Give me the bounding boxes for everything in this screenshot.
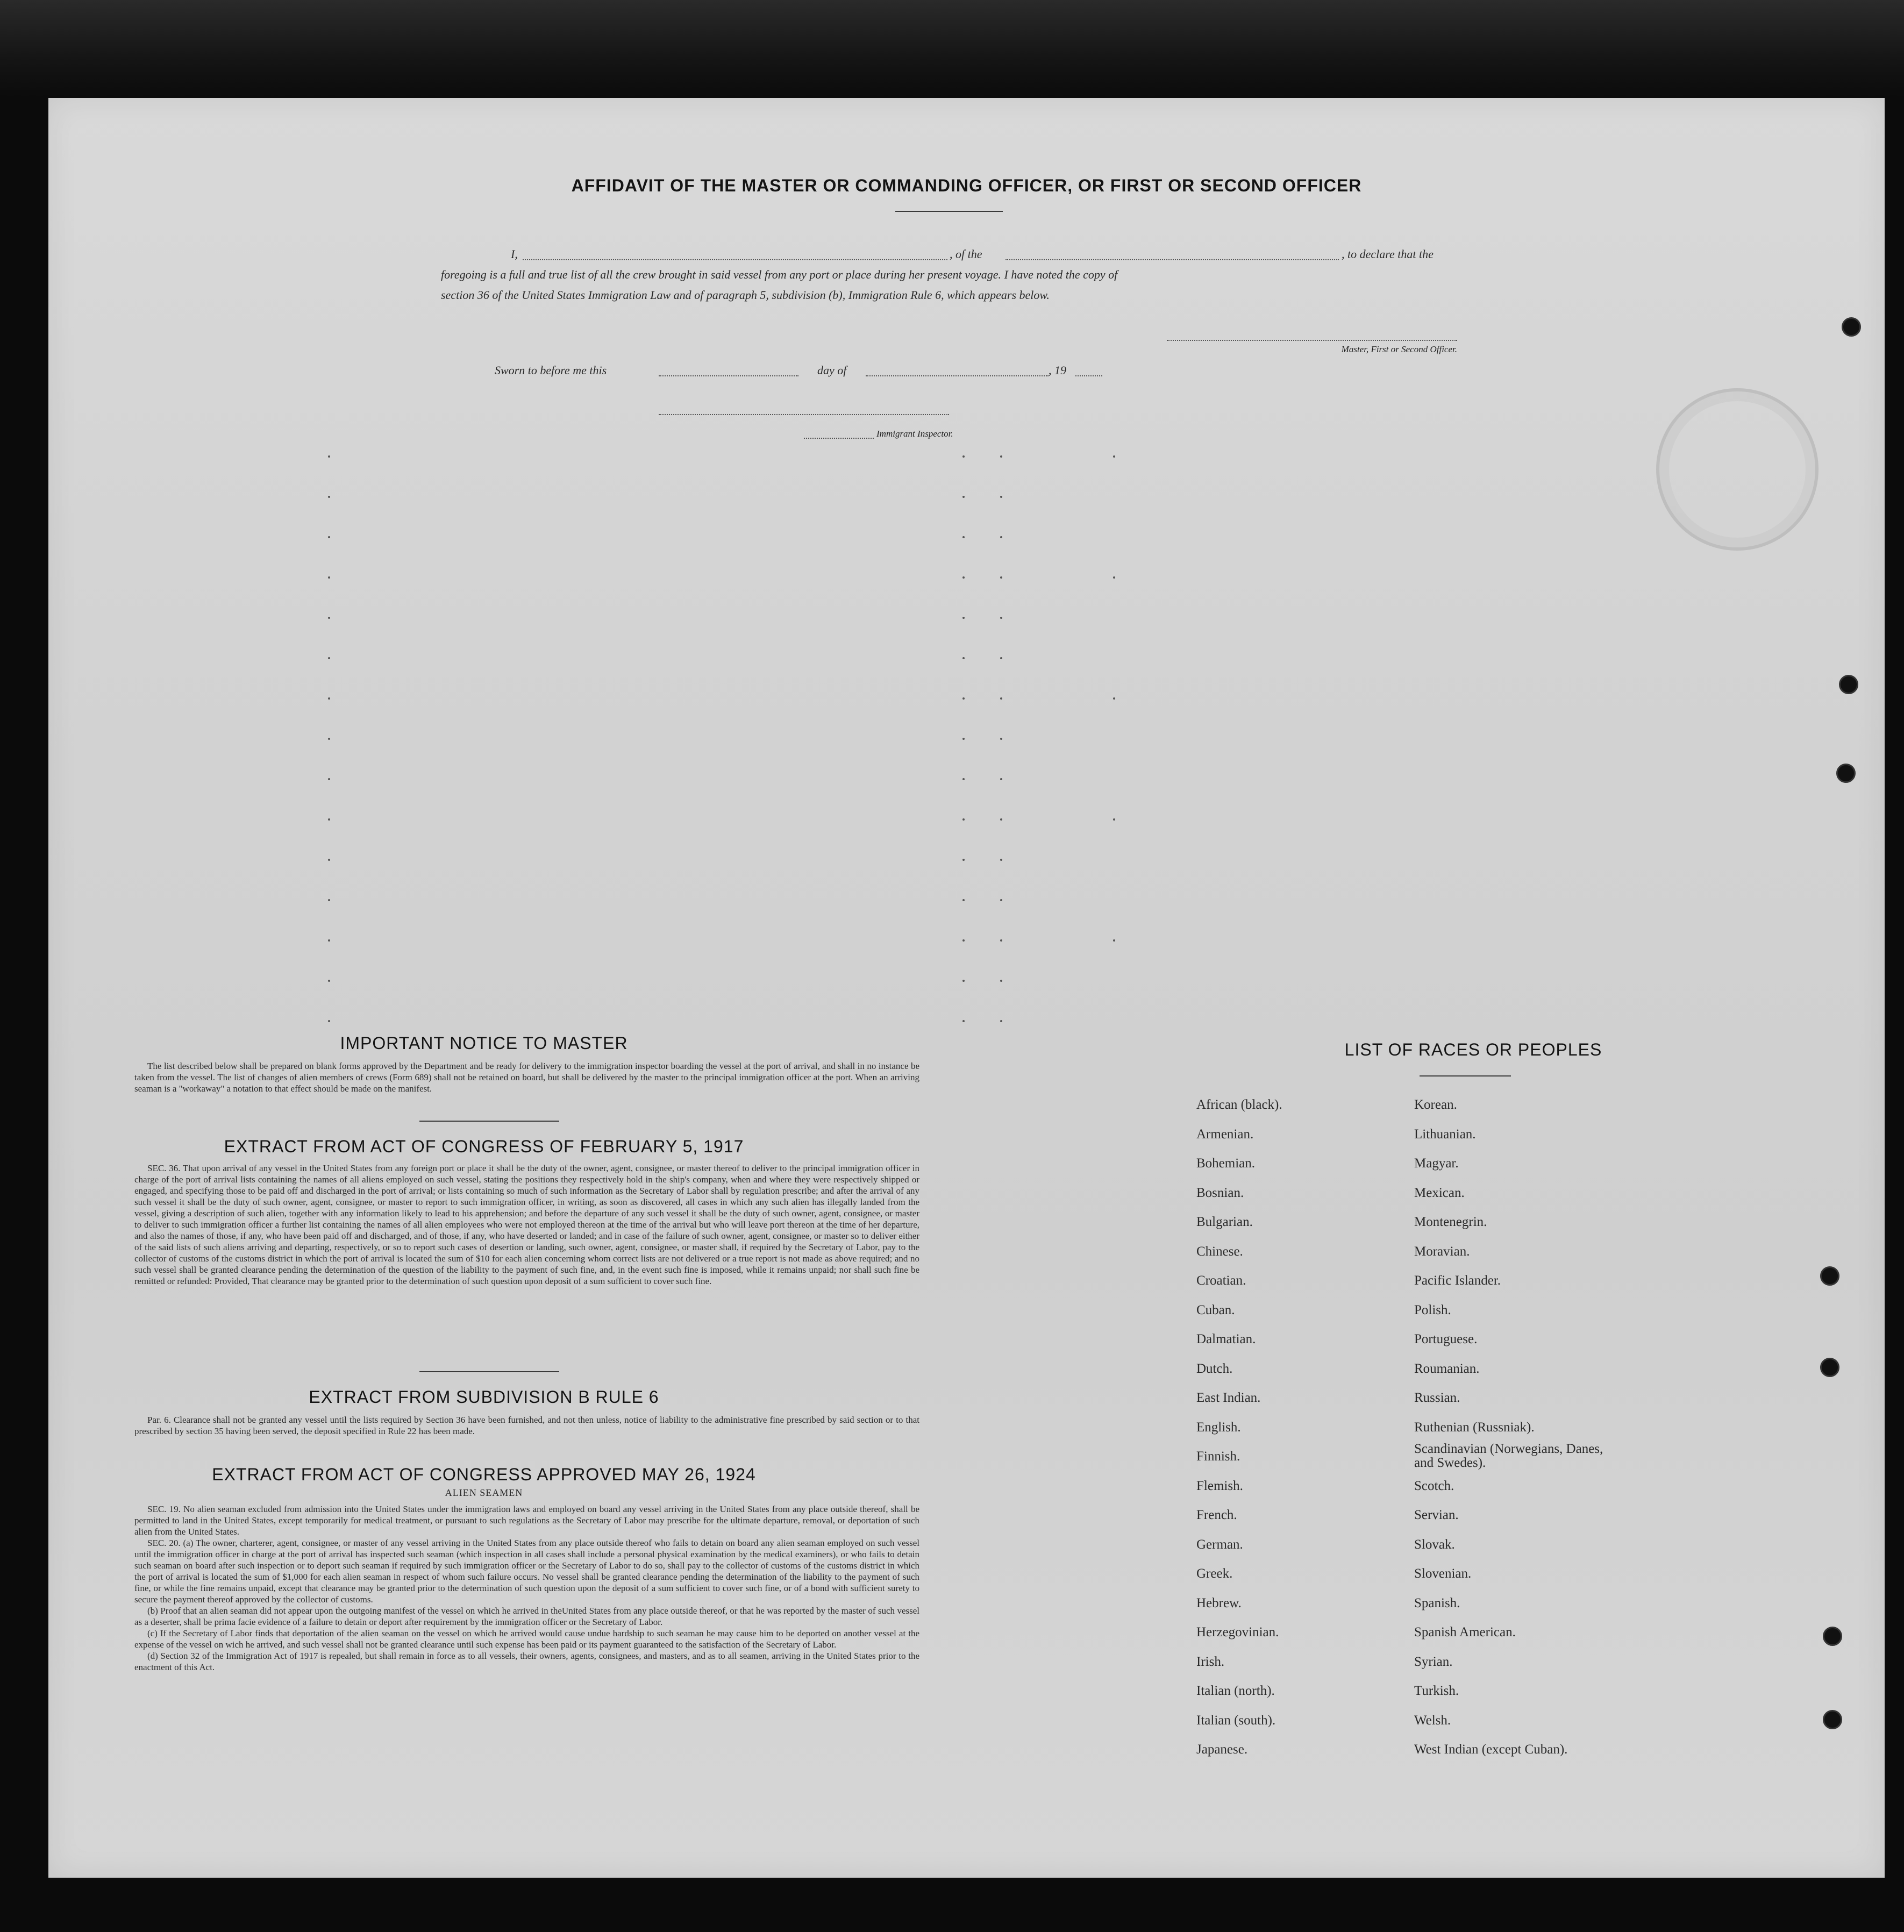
extract-1917-text	[134, 1163, 919, 1287]
race-item: Montenegrin.	[1414, 1215, 1487, 1229]
inspector-label: Immigrant Inspector.	[876, 429, 953, 439]
binder-hole	[1820, 1358, 1839, 1377]
race-item: Lithuanian.	[1414, 1127, 1476, 1142]
act-1924-sec-20b: (b) Proof that an alien seaman did not appear upon the outgoing manifest of the vessel on which he arrived in theUnited States from any place outside thereof, or that he was reported by the master of such vessel as a deserter, shall be prima facie evidence of a failure to detain or deport after requirement by the immigration officer or the Secretary of Labor.	[134, 1606, 919, 1627]
guide-dot	[962, 536, 965, 538]
guide-dot	[962, 496, 965, 498]
master-signature-field[interactable]	[1167, 340, 1457, 341]
race-item: Moravian.	[1414, 1244, 1470, 1259]
binder-hole	[1820, 1266, 1839, 1286]
extract-1917-paragraph: SEC. 36. That upon arrival of any vessel in the United States from any foreign port or place it shall be the duty of the owner, agent, consignee, or master thereof to deliver to the principal immigration officer in charge of the port of arrival lists containing the names of all aliens employed on such vessel, stating the positions they respectively hold in the ship's company, when and where they were respectively shipped or engaged, and specifying those to be paid off and discharged in the port of arrival; or lists containing so much of such information as the Secretary of Labor shall by regulation prescribe; and after the arrival of any such vessel it shall be the duty of such owner, agent, consignee, or master to report to such immigration officer, in writing, as soon as discovered, all cases in which any such alien has illegally landed from the vessel, giving a description of such alien, together with any information likely to lead to his apprehension; and before the departure of any such vessel it shall be the duty of such owner, agent, consignee, or master to deliver to such immigration officer a further list containing the names of all alien employees who were not employed thereon at the time of the arrival but who will leave port thereon at the time of her departure, and also the names of those, if any, who have been paid off and discharged, and of those, if any, who have deserted or landed; and in case of the failure of such owner, agent, consignee, or master so to deliver either of the said lists of such aliens arriving and departing, respectively, or so to report such cases of desertion or landing, such owner, agent, consignee, or master shall, if required by the Secretary of Labor, pay to the collector of customs of the customs district in which the port of arrival is located the sum of $10 for each alien concerning whom correct lists are not delivered or a true report is not made as above required; and no such vessel shall be granted clearance pending the determination of the question of the liability to the payment of such fine, and, in the event such fine is imposed, while it remains unpaid; nor shall such fine be remitted or refunded: Provided, That clearance may be granted prior to the determination of such question upon deposit of a sum sufficient to cover such fine.	[134, 1163, 919, 1286]
race-item: German.	[1196, 1537, 1243, 1552]
act-1924-text	[134, 1503, 919, 1673]
act-1924-subtitle: ALIEN SEAMEN	[445, 1487, 523, 1498]
affidavit-title: AFFIDAVIT OF THE MASTER OR COMMANDING OFFICER, OR FIRST OR SECOND OFFICER	[571, 176, 1362, 195]
guide-dot	[1113, 939, 1115, 942]
race-item: Ruthenian (Russniak).	[1414, 1420, 1535, 1435]
guide-dot	[328, 778, 330, 780]
race-item: Finnish.	[1196, 1449, 1240, 1464]
race-item: Spanish.	[1414, 1595, 1460, 1610]
extract-1917-title: EXTRACT FROM ACT OF CONGRESS OF FEBRUARY 5, 1917	[224, 1137, 744, 1156]
race-item: Herzegovinian.	[1196, 1625, 1279, 1639]
rule-6-text	[134, 1414, 919, 1437]
guide-dot	[1000, 536, 1002, 538]
sworn-prefix: Sworn to before me this	[495, 363, 607, 377]
scan-top-strip	[0, 0, 1904, 97]
guide-dot	[1000, 496, 1002, 498]
guide-dot	[1113, 576, 1115, 579]
sworn-day-field[interactable]	[659, 375, 798, 376]
race-item: Russian.	[1414, 1391, 1460, 1405]
section-rule	[419, 1371, 559, 1372]
guide-dot	[1113, 455, 1115, 458]
act-1924-sec-19: SEC. 19. No alien seaman excluded from admission into the United States under the immigration laws and employed on board any vessel arriving in the United States from any place outside thereof, shall be permitted to land in the United States, except temporarily for medical treatment, or pursuant to such regulations as the Secretary of Labor may prescribe for the ultimate departure, removal, or deportation of such alien from the United States.	[134, 1504, 919, 1537]
guide-dot	[962, 859, 965, 861]
guide-dot	[1000, 576, 1002, 579]
race-item: Chinese.	[1196, 1244, 1243, 1259]
guide-dot	[1113, 818, 1115, 821]
guide-dot	[328, 859, 330, 861]
guide-dot	[962, 818, 965, 821]
race-item: Spanish American.	[1414, 1625, 1516, 1639]
guide-dot	[962, 1020, 965, 1022]
sworn-year: , 19	[1049, 363, 1066, 377]
race-item: French.	[1196, 1508, 1237, 1522]
race-item: African (black).	[1196, 1097, 1282, 1112]
title-rule	[895, 211, 1003, 212]
guide-dot	[1000, 859, 1002, 861]
race-item: Slovenian.	[1414, 1566, 1472, 1581]
sworn-month-field[interactable]	[866, 375, 1049, 376]
guide-dot	[962, 617, 965, 619]
guide-dot	[962, 899, 965, 901]
binder-hole	[1839, 675, 1858, 694]
notice-paragraph: The list described below shall be prepared on blank forms approved by the Department and be ready for delivery to the immigration inspector boarding the vessel at the port of arrival, and shall in no instance be taken from the vessel. The list of changes of alien members of crews (Form 689) shall not be retained on board, but shall be delivered by the master to the principal immigration officer at the port. When an arriving seaman is a "workaway" a notation to that effect should be made on the manifest.	[134, 1061, 919, 1094]
guide-dot	[1000, 1020, 1002, 1022]
sworn-line	[495, 360, 1140, 382]
guide-dot	[962, 697, 965, 700]
affidavit-line-1	[462, 244, 1538, 265]
race-item: English.	[1196, 1420, 1241, 1435]
guide-dot	[328, 939, 330, 942]
race-item: Japanese.	[1196, 1742, 1248, 1757]
guide-dot	[962, 657, 965, 659]
guide-dot	[1000, 980, 1002, 982]
race-item: Cuban.	[1196, 1302, 1235, 1317]
race-item: Bohemian.	[1196, 1156, 1256, 1171]
race-item: Hebrew.	[1196, 1595, 1242, 1610]
race-item: Slovak.	[1414, 1537, 1455, 1552]
guide-dot	[1113, 697, 1115, 700]
sworn-day-of: day of	[817, 363, 847, 377]
guide-dot	[328, 1020, 330, 1022]
master-signature-label: Master, First or Second Officer.	[1341, 344, 1457, 354]
guide-dot	[1000, 778, 1002, 780]
section-rule	[419, 1121, 559, 1122]
binder-hole	[1836, 764, 1856, 783]
race-item: Scotch.	[1414, 1478, 1454, 1493]
guide-dot	[328, 738, 330, 740]
guide-dot	[328, 697, 330, 700]
race-item: Italian (north).	[1196, 1684, 1275, 1698]
act-1924-sec-20c: (c) If the Secretary of Labor finds that deportation of the alien seaman on the vessel on which he arrived would cause undue hardship to such seaman he may cause him to be deported on another vessel at the expense of the vessel on wich he arrived, and such vessel shall not be granted clearance until such expense has been paid or its payment guaranteed to the satisfaction of the Secretary of Labor.	[134, 1628, 919, 1650]
faded-seal-stamp	[1656, 388, 1819, 551]
race-item: Polish.	[1414, 1302, 1451, 1317]
document-page	[48, 98, 1885, 1878]
race-item: Scandinavian (Norwegians, Danes, and Swedes).	[1414, 1442, 1603, 1470]
affidavit-of-the: , of the	[950, 247, 982, 261]
guide-dot	[1000, 939, 1002, 942]
binder-hole	[1823, 1627, 1842, 1646]
race-item: Syrian.	[1414, 1654, 1453, 1669]
notice-text	[134, 1060, 919, 1094]
affidavit-declare: , to declare that the	[1342, 247, 1434, 261]
inspector-signature-field[interactable]	[659, 414, 949, 415]
race-item: West Indian (except Cuban).	[1414, 1742, 1568, 1757]
act-1924-sec-20a: SEC. 20. (a) The owner, charterer, agent, consignee, or master of any vessel arriving in the United States from any place outside thereof who fails to detain on board any alien seaman employed on such vessel until the immigration officer in charge at the port of arrival has inspected such seaman (which inspection in all cases shall include a personal physical examination by the medical examiners), or who fails to detain such seaman on board after such inspection or to deport such seaman if required by such immigration officer or the Secretary of Labor to do so, shall pay to the collector of customs of the customs district in which the port of arrival is located the sum of $1,000 for each alien seaman in respect of whom such failure occurs. No vessel shall be granted clearance pending the determination of the liability to the payment of such fine, or while the fine remains unpaid, except that clearance may be granted prior to the determination of such question upon the deposit of a sum sufficient to cover such fine, or of a bond with sufficient surety to secure the payment thereof approved by the collector of customs.	[134, 1538, 919, 1605]
inspector-name-field[interactable]	[804, 438, 874, 439]
race-item: Bosnian.	[1196, 1185, 1244, 1200]
race-item: Turkish.	[1414, 1684, 1459, 1698]
binder-hole	[1842, 317, 1861, 337]
races-title-rule	[1420, 1075, 1511, 1076]
race-item: Croatian.	[1196, 1273, 1246, 1288]
guide-dot	[962, 455, 965, 458]
race-item: Portuguese.	[1414, 1332, 1478, 1346]
guide-dot	[1000, 899, 1002, 901]
notice-title: IMPORTANT NOTICE TO MASTER	[340, 1033, 628, 1053]
guide-dot	[1000, 657, 1002, 659]
races-title: LIST OF RACES OR PEOPLES	[1344, 1040, 1602, 1059]
guide-dot	[328, 496, 330, 498]
race-item: Welsh.	[1414, 1713, 1451, 1728]
race-item: Bulgarian.	[1196, 1215, 1253, 1229]
race-item: Servian.	[1414, 1508, 1459, 1522]
race-item: East Indian.	[1196, 1391, 1261, 1405]
guide-dot	[1000, 738, 1002, 740]
guide-dot	[962, 576, 965, 579]
rule-6-title: EXTRACT FROM SUBDIVISION B RULE 6	[309, 1387, 659, 1407]
guide-dot	[328, 657, 330, 659]
rule-6-paragraph: Par. 6. Clearance shall not be granted any vessel until the lists required by Section 36 have been furnished, and not then unless, notice of liability to the administrative fine prescribed by said section or to that prescribed by section 35 having been served, the deposit specified in Rule 22 has been made.	[134, 1415, 919, 1436]
race-item: Pacific Islander.	[1414, 1273, 1501, 1288]
race-item: Roumanian.	[1414, 1361, 1480, 1376]
race-item: Mexican.	[1414, 1185, 1465, 1200]
race-item: Irish.	[1196, 1654, 1225, 1669]
affidavit-line-2: foregoing is a full and true list of all the crew brought in said vessel from any port or place during her present voyage. I have noted the copy of	[441, 268, 1118, 281]
guide-dot	[1000, 697, 1002, 700]
guide-dot	[328, 576, 330, 579]
race-item: Armenian.	[1196, 1127, 1254, 1142]
sworn-year-field[interactable]	[1075, 375, 1102, 376]
guide-dot	[328, 818, 330, 821]
binder-hole	[1823, 1710, 1842, 1729]
guide-dot	[962, 980, 965, 982]
guide-dot	[1000, 617, 1002, 619]
affidavit-line-3: section 36 of the United States Immigration Law and of paragraph 5, subdivision (b), Immigration Rule 6, which appears below.	[441, 288, 1050, 302]
vessel-field[interactable]	[1006, 259, 1339, 260]
act-1924-title: EXTRACT FROM ACT OF CONGRESS APPROVED MAY 26, 1924	[212, 1465, 756, 1484]
guide-dot	[962, 738, 965, 740]
guide-dot	[328, 536, 330, 538]
race-item: Flemish.	[1196, 1478, 1243, 1493]
race-item: Dalmatian.	[1196, 1332, 1256, 1346]
affidavit-i: I,	[511, 247, 518, 261]
guide-dot	[1000, 818, 1002, 821]
race-item: Magyar.	[1414, 1156, 1459, 1171]
guide-dot	[328, 455, 330, 458]
race-item: Greek.	[1196, 1566, 1233, 1581]
guide-dot	[962, 939, 965, 942]
name-field[interactable]	[523, 259, 947, 260]
guide-dot	[328, 899, 330, 901]
guide-dot	[328, 980, 330, 982]
race-item: Korean.	[1414, 1097, 1457, 1112]
guide-dot	[962, 778, 965, 780]
guide-dot	[328, 617, 330, 619]
guide-dot	[1000, 455, 1002, 458]
race-item: Italian (south).	[1196, 1713, 1276, 1728]
act-1924-sec-20d: (d) Section 32 of the Immigration Act of 1917 is repealed, but shall remain in force as to all vessels, their owners, agents, consignees, and masters, and as to all seamen, arriving in the United States prior to the enactment of this Act.	[134, 1651, 919, 1672]
race-item: Dutch.	[1196, 1361, 1233, 1376]
